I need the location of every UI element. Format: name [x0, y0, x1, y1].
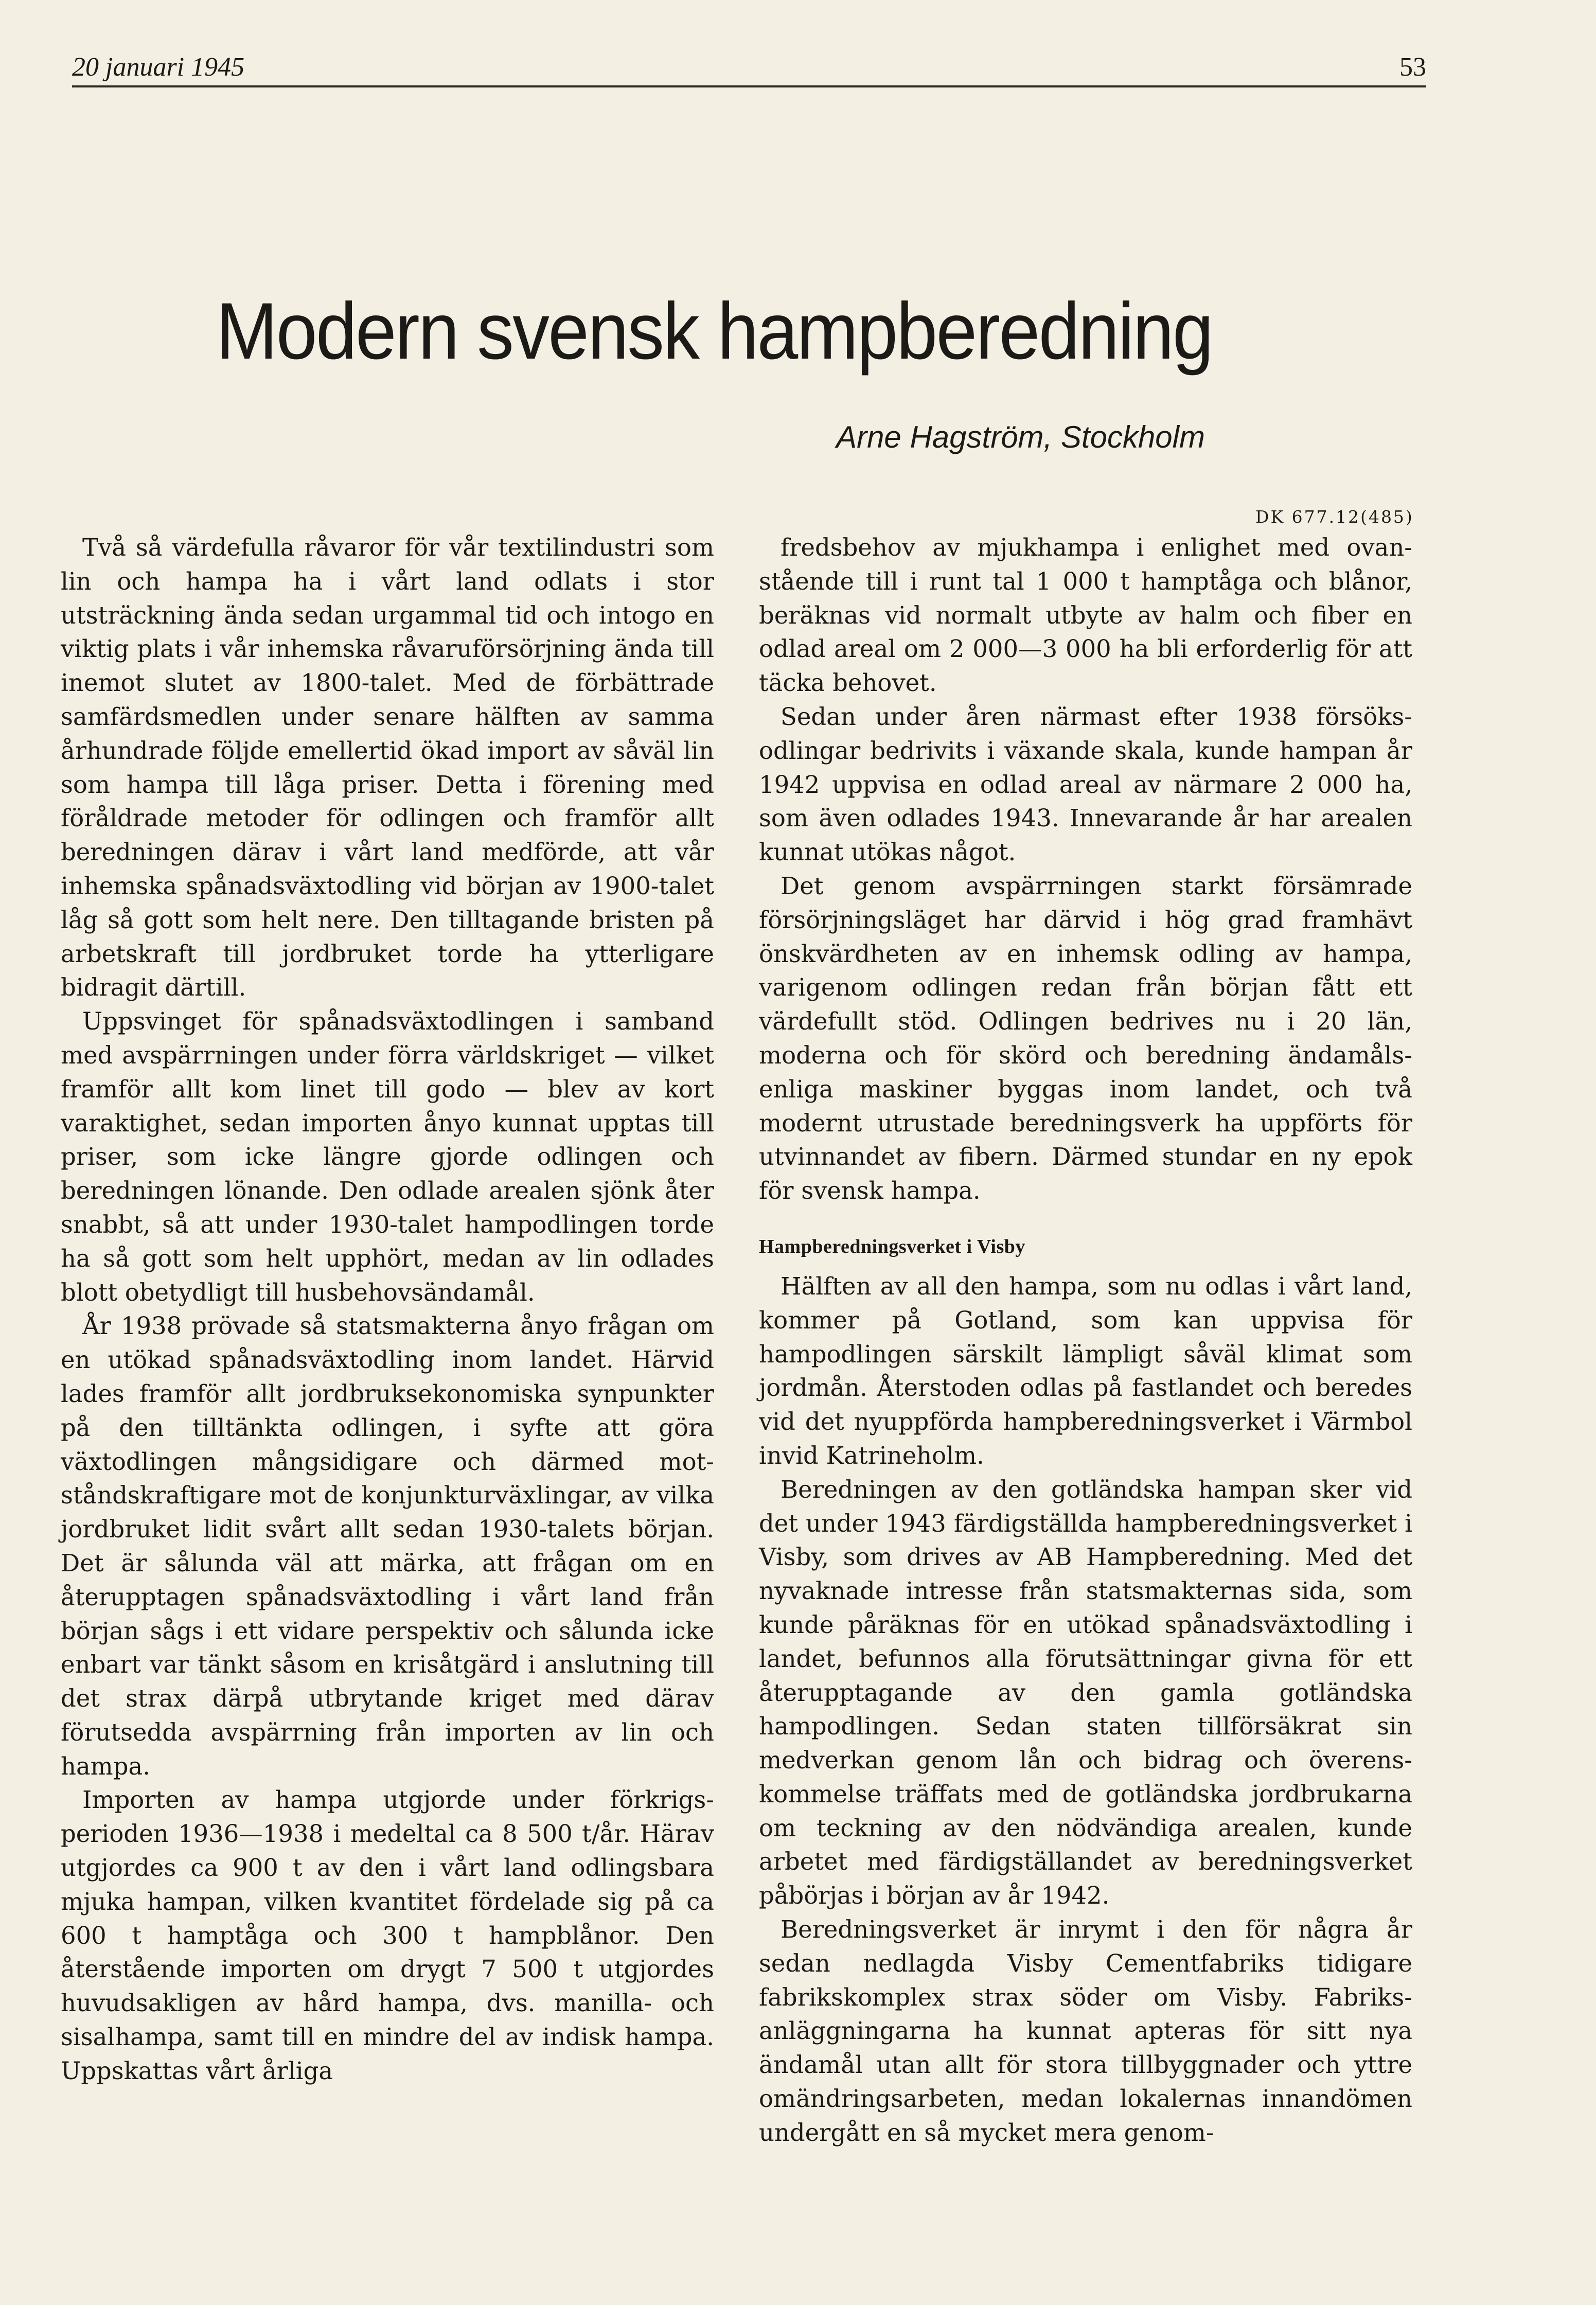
header-rule — [72, 85, 1426, 87]
left-column — [61, 531, 714, 2088]
paragraph: År 1938 prövade så statsmakterna ånyo frågan om en utökad spånadsväxtodling inom landet. Härvid lades framför allt jordbruksekonomiska synpunkter på den tilltänkta odlingen, i syfte att göra växtodlingen mångsidigare och därmed motståndskraftigare mot de konjunkturväxlingar, av vilka jordbruket lidit svårt allt sedan 1930-talets början. Det är sålunda väl att märka, att frågan om en återupptagen spånadsväxtodling i vårt land från början sågs i ett vidare perspektiv och sålunda icke enbart var tänkt såsom en krisåtgärd i anslutning till det strax därpå utbrytande kriget med därav förutsedda avspärrning från importen av lin och hampa. — [61, 1312, 714, 1780]
paragraph: Sedan under åren närmast efter 1938 försöksodlingar bedrivits i växande skala, kunde hampan år 1942 uppvisa en odlad areal av närmare 2 000 ha, som även odlades 1943. Innevarande år har arealen kunnat utökas något. — [759, 702, 1412, 866]
running-header — [72, 41, 1426, 82]
paragraph: fredsbehov av mjukhampa i enlighet med ovanstående till i runt tal 1 000 t hamptåga och blånor, beräknas vid normalt utbyte av halm och fiber en odlad areal om 2 000—3 000 ha bli erforderlig för att täcka behovet. — [759, 534, 1412, 697]
article-byline: Arne Hagström, Stockholm — [836, 420, 1205, 454]
issue-date: 20 januari 1945 — [72, 52, 245, 82]
udc-classification: DK 677.12(485) — [1255, 507, 1414, 527]
paragraph: Beredningsverket är inrymt i den för några år sedan nedlagda Visby Cementfabriks tidigare fabrikskomplex strax söder om Visby. Fabriksanläggningarna ha kunnat apteras för sitt nya ändamål utan allt för stora tillbyggnader och yttre omändringsarbeten, medan lokalernas innandömen undergått en så mycket mera genom- — [759, 1916, 1412, 2147]
page-number: 53 — [1399, 52, 1426, 82]
section-subheading: Hampberedningsverket i Visby — [759, 1235, 1025, 1257]
paragraph: Två så värdefulla råvaror för vår textilindustri som lin och hampa ha i vårt land odlats i stor utsträckning ända sedan urgammal tid och intogo en viktig plats i vår inhemska råvaruförsörjning ända till inemot slutet av 1800-talet. Med de förbättrade samfärdsmedlen under senare hälften av samma århundrade följde emellertid ökad import av såväl lin som hampa till låga priser. Detta i förening med föråldrade metoder för odlingen och framför allt beredningen därav i vårt land medförde, att vår inhemska spånadsväxtodling vid början av 1900-talet låg så gott som helt nere. Den tilltagande bristen på arbetskraft till jordbruket torde ha ytterligare bidragit därtill. — [61, 534, 714, 1002]
paragraph: Beredningen av den gotländska hampan sker vid det under 1943 färdigställda hampberedningsverket i Visby, som drives av AB Hampberedning. Med det nyvaknade intresse från statsmakternas sida, som kunde påräknas för en utökad spånadsväxtodling i landet, befunnos alla förutsättningar givna för ett återupptagande av den gamla gotländska hampodlingen. Sedan staten tillförsäkrat sin medverkan genom lån och bidrag och överenskommelse träffats med de gotländska jordbrukarna om teckning av den nödvändiga arealen, kunde arbetet med färdigställandet av beredningsverket påbörjas i början av år 1942. — [759, 1475, 1412, 1910]
paragraph: Det genom avspärrningen starkt försämrade försörjningsläget har därvid i hög grad framhävt önskvärdheten av en inhemsk odling av hampa, varigenom odlingen redan från början fått ett värdefullt stöd. Odlingen bedrives nu i 20 län, moderna och för skörd och beredning ändamålsenliga maskiner byggas inom landet, och två modernt utrustade beredningsverk ha uppförts för utvinnandet av fibern. Därmed stundar en ny epok för svensk hampa. — [759, 872, 1412, 1205]
paragraph: Importen av hampa utgjorde under förkrigsperioden 1936—1938 i medeltal ca 8 500 t/år. Härav utgjordes ca 900 t av den i vårt land odlingsbara mjuka hampan, vilken kvantitet fördelade sig på ca 600 t hamptåga och 300 t hampblånor. Den återstående importen om drygt 7 500 t utgjordes huvudsakligen av hård hampa, dvs. manilla- och sisalhampa, samt till en mindre del av indisk hampa. Uppskattas vårt årliga — [61, 1786, 714, 2085]
paragraph: Hälften av all den hampa, som nu odlas i vårt land, kommer på Gotland, som kan uppvisa för hampodlingen särskilt lämpligt såväl klimat som jordmån. Återstoden odlas på fastlandet och beredes vid det nyuppförda hampberedningsverket i Värmbol invid Katrineholm. — [759, 1272, 1412, 1469]
paragraph: Uppsvinget för spånadsväxtodlingen i samband med avspärrningen under förra världskriget — vilket framför allt kom linet till godo — blev av kort varaktighet, sedan importen ånyo kunnat upptas till priser, som icke längre gjorde odlingen och beredningen lönande. Den odlade arealen sjönk åter snabbt, så att under 1930-talet hampodlingen torde ha så gott som helt upphört, medan av lin odlades blott obetydligt till husbehovsändamål. — [61, 1007, 714, 1306]
right-column — [759, 531, 1412, 2150]
article-title: Modern svensk hampberedning — [216, 287, 1212, 376]
